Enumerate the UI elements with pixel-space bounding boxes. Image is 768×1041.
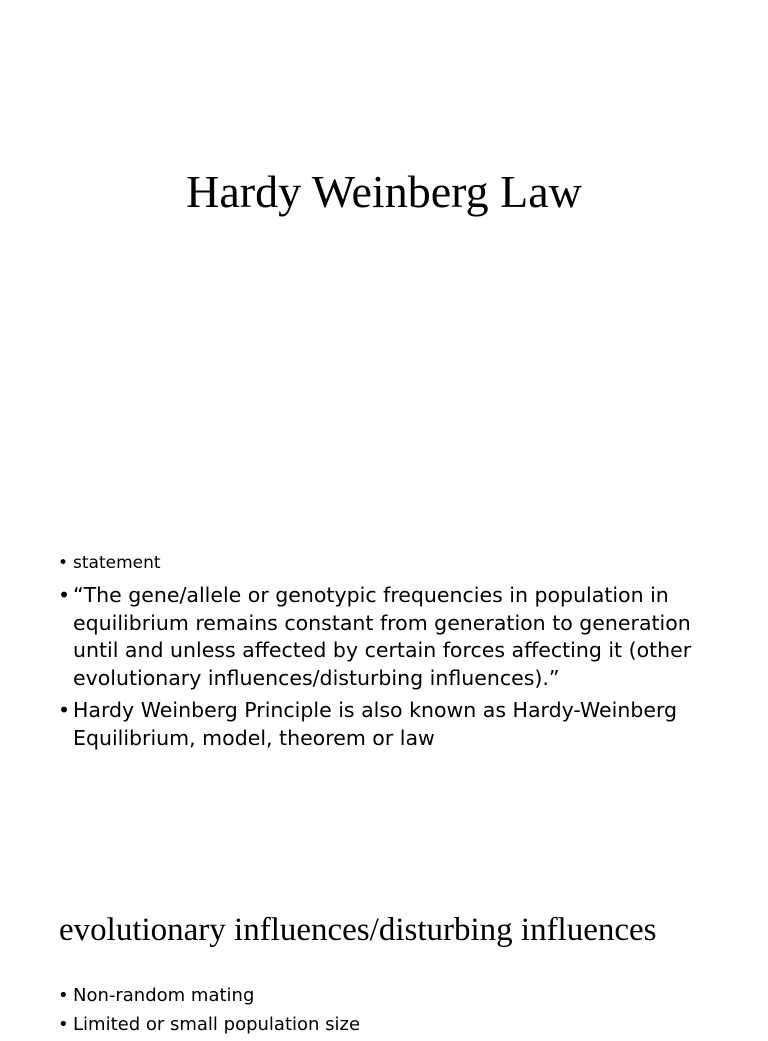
list-item [58,582,718,692]
bullet-text: “The gene/allele or genotypic frequencies in population in equilibrium remains constant from generation to generation until and unless affected by certain forces affecting it (other evolutionary influences/disturbing influences).” [73,583,692,690]
influences-bullet-list [58,983,718,1041]
bullet-icon: • [58,553,69,573]
statement-bullet-list [58,550,718,757]
list-item [58,550,718,576]
list-item [58,1012,718,1038]
list-item [58,697,718,752]
section-title: evolutionary influences/disturbing influences [59,912,657,948]
bullet-text: statement [73,553,161,573]
bullet-text: Limited or small population size [73,1014,361,1035]
list-item [58,983,718,1009]
slide-title: Hardy Weinberg Law [186,166,582,217]
bullet-icon: • [58,985,69,1006]
bullet-icon: • [58,698,71,722]
bullet-icon: • [58,1014,69,1035]
bullet-text: Hardy Weinberg Principle is also known as Hardy-Weinberg Equilibrium, model, theorem or law [73,698,678,750]
bullet-text: Non-random mating [73,985,255,1006]
bullet-icon: • [58,583,71,607]
